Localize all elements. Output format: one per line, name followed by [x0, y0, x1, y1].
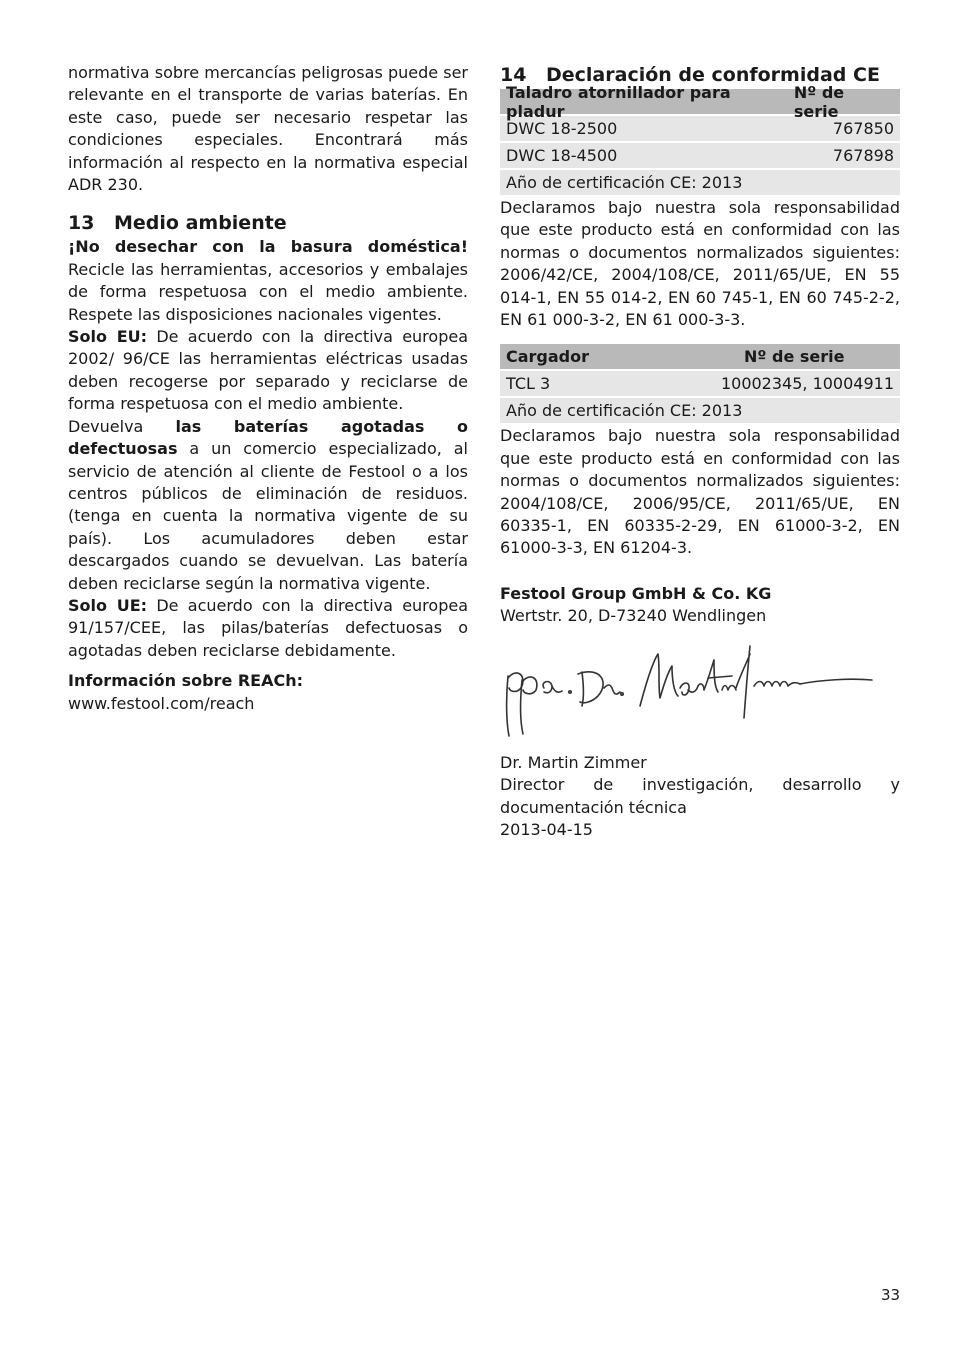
table-row: TCL 3 10002345, 10004911 — [500, 371, 900, 396]
right-column — [500, 62, 900, 841]
table-header-row: Cargador Nº de serie — [500, 344, 900, 369]
battery-label: las baterías agotadas o defectuosas — [68, 416, 468, 459]
reach-link[interactable]: www.festool.com/reach — [68, 693, 255, 713]
certification-year-row: Año de certificación CE: 2013 — [500, 398, 900, 423]
certification-year-row: Año de certificación CE: 2013 — [500, 170, 900, 195]
company-block — [500, 583, 900, 628]
drill-serial-table — [500, 82, 900, 195]
signer-role: Director de investigación, desarrollo y documentación técnica — [500, 775, 900, 817]
company-name: Festool Group GmbH & Co. KG — [500, 583, 772, 603]
section-13-heading — [68, 210, 468, 236]
eu-directive-paragraph: Solo EU: De acuerdo con la directiva europea 2002/ 96/CE las herramientas eléctricas usadas deben recogerse por separado y reciclarse de forma respetuosa con el medio ambiente. — [68, 327, 468, 414]
section-13-number: 13 — [68, 212, 95, 235]
table-row: DWC 18-2500 767850 — [500, 116, 900, 141]
section-14-title: Declaración de conformidad CE — [546, 64, 880, 86]
signer-block — [500, 752, 900, 842]
charger-serial-table — [500, 344, 900, 423]
declaration-date: 2013-04-15 — [500, 819, 593, 839]
left-column — [68, 62, 468, 715]
signer-name: Dr. Martin Zimmer — [500, 752, 647, 772]
disposal-warning: ¡No desechar con la basura doméstica! — [68, 237, 468, 257]
eu-label: Solo EU: — [68, 327, 148, 347]
reach-title: Información sobre REACh: — [68, 671, 304, 691]
disposal-paragraph: ¡No desechar con la basura doméstica! Recicle las herramientas, accesorios y embalajes de forma respetuosa con el medio ambiente. Respete las disposiciones nacionales vigentes. — [68, 237, 468, 324]
section-13-title: Medio ambiente — [114, 212, 287, 235]
battery-return-paragraph: Devuelva las baterías agotadas o defectuosas a un comercio especializado, al servicio de atención al cliente de Festool o a los centros públicos de eliminación de residuos. (tenga en cuenta la normativa vigente de su país). Los acumuladores deben estar descargados cuando se devuelvan. Las batería deben reciclarse según la normativa vigente. — [68, 416, 468, 593]
company-address: Wertstr. 20, D-73240 Wendlingen — [500, 606, 767, 626]
declaration-paragraph-2: Declaramos bajo nuestra sola responsabilidad que este producto está en conformidad con las normas o documentos normalizados siguientes: 2004/108/CE, 2006/95/CE, 2011/65/UE, EN 60335-1, EN 60335-2-29, EN 61000-3-2, EN 61000-3-3, EN 61204-3. — [500, 426, 900, 558]
table-header-row: Taladro atornillador para pladur Nº de serie — [500, 89, 900, 114]
signature-image — [500, 636, 880, 744]
table-row: DWC 18-4500 767898 — [500, 143, 900, 168]
ue-label: Solo UE: — [68, 595, 148, 615]
intro-paragraph: normativa sobre mercancías peligrosas puede ser relevante en el transporte de varias baterías. En este caso, puede ser necesario respetar las condiciones especiales. Encontrará más información al respecto en la normativa especial ADR 230. — [68, 63, 468, 195]
ue-battery-paragraph: Solo UE: De acuerdo con la directiva europea 91/157/CEE, las pilas/baterías defectuosas o agotadas deben reciclarse debidamente. — [68, 595, 468, 660]
section-14-number: 14 — [500, 64, 527, 86]
declaration-paragraph-1: Declaramos bajo nuestra sola responsabilidad que este producto está en conformidad con las normas o documentos normalizados siguientes: 2006/42/CE, 2004/108/CE, 2011/65/UE, EN 55 014-1, EN 55 014-2, EN 60 745-1, EN 60 745-2-2, EN 61 000-3-2, EN 61 000-3-3. — [500, 198, 900, 330]
page-number: 33 — [881, 1286, 901, 1304]
